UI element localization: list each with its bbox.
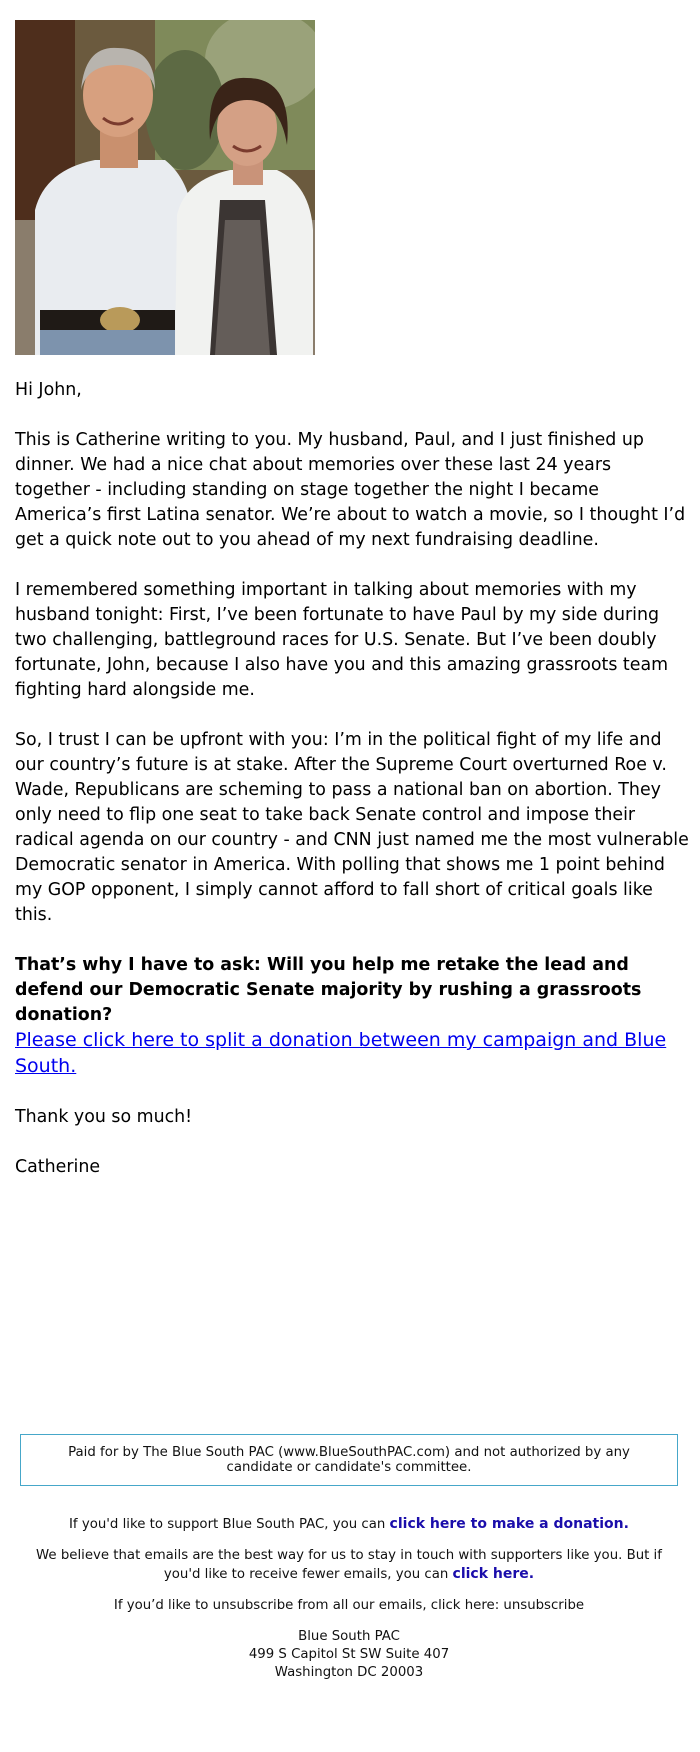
fewer-emails-line [20,1547,678,1584]
donation-ask: That’s why I have to ask: Will you help me retake the lead and defend our Democratic Senate majority by rushing a grassroots donation? [15,955,642,1025]
donate-link-paragraph [15,1028,690,1080]
unsubscribe-link[interactable]: unsubscribe [503,1598,585,1613]
support-prefix: If you'd like to support Blue South PAC, you can [69,1517,390,1532]
fewer-emails-link[interactable]: click here. [452,1566,535,1582]
greeting: Hi John, [15,380,82,400]
unsubscribe-line [20,1597,678,1615]
paragraph-2: I remembered something important in talking about memories with my husband tonight: First, I’ve been fortunate to have Paul by my side during two challenging, battleground races for U.S. Senate. But I’ve been doubly fortunate, John, because I also have you and this amazing grassroots team fighting hard alongside me. [15,580,669,700]
couple-photo [15,20,315,355]
paid-for-disclaimer [20,1434,678,1486]
org-name: Blue South PAC [298,1629,400,1644]
split-donation-link[interactable]: Please click here to split a donation between my campaign and Blue South. [15,1029,667,1077]
support-line [20,1515,678,1534]
disclaimer-text: Paid for by The Blue South PAC (www.BlueSouthPAC.com) and not authorized by any candidate or candidate's committee. [68,1445,630,1475]
email-letter-body [15,378,690,1205]
thanks-line: Thank you so much! [15,1107,193,1127]
signature: Catherine [15,1157,101,1177]
address-line-2: Washington DC 20003 [274,1665,424,1680]
paragraph-1: This is Catherine writing to you. My husband, Paul, and I just finished up dinner. We had a nice chat about memories over these last 24 years together - including standing on stage together the night I became America’s first Latina senator. We’re about to watch a movie, so I thought I’d get a quick note out to you ahead of my next fundraising deadline. [15,430,686,550]
make-donation-link[interactable]: click here to make a donation. [389,1516,629,1532]
email-footer [20,1515,678,1682]
fewer-emails-prefix: We believe that emails are the best way for us to stay in touch with supporters like you. But if you'd like to receive fewer emails, you can [36,1548,662,1582]
address-line-1: 499 S Capitol St SW Suite 407 [248,1647,450,1662]
mailing-address [20,1628,678,1682]
unsubscribe-prefix: If you’d like to unsubscribe from all our emails, click here: [113,1598,504,1613]
paragraph-3: So, I trust I can be upfront with you: I’m in the political fight of my life and our country’s future is at stake. After the Supreme Court overturned Roe v. Wade, Republicans are scheming to pass a national ban on abortion. They only need to flip one seat to take back Senate control and impose their radical agenda on our country - and CNN just named me the most vulnerable Democratic senator in America. With polling that shows me 1 point behind my GOP opponent, I simply cannot afford to fall short of critical goals like this. [15,730,689,925]
